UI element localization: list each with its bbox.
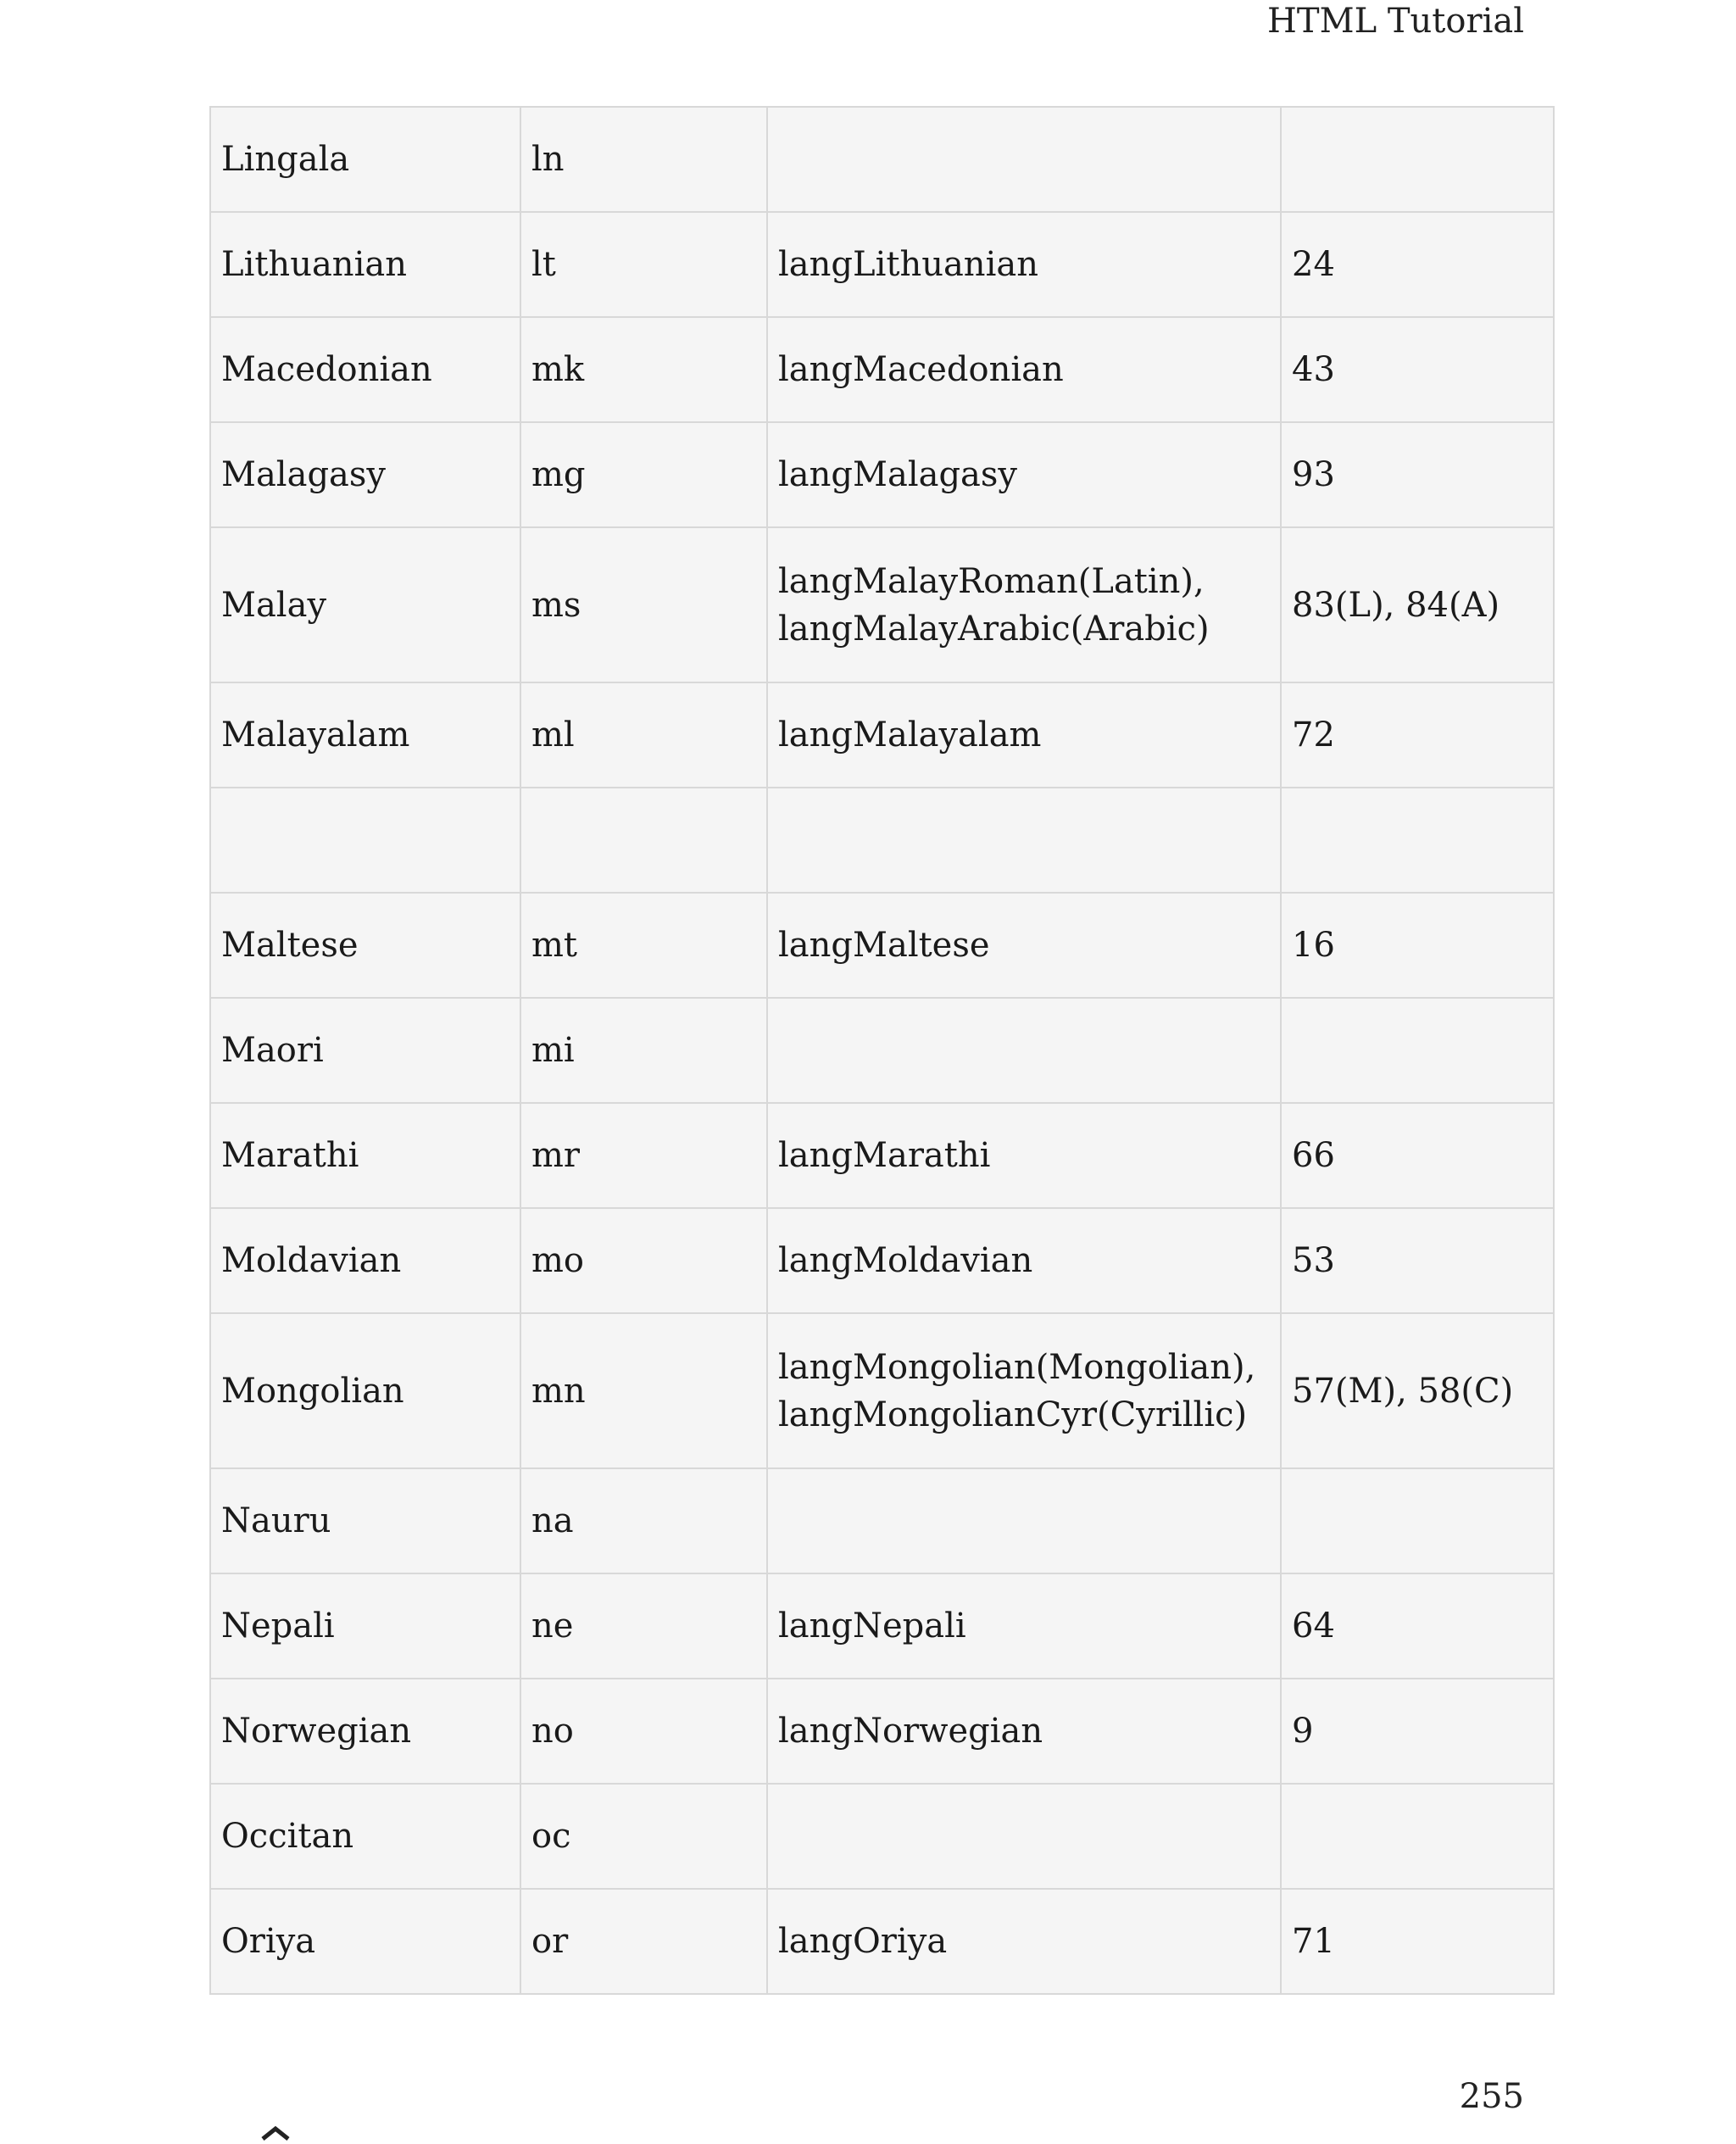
language-name-cell: Nauru — [210, 1468, 520, 1573]
language-name-cell: Mongolian — [210, 1313, 520, 1468]
language-name-cell: Occitan — [210, 1784, 520, 1889]
language-code-cell: ml — [520, 682, 767, 788]
language-name-cell: Marathi — [210, 1103, 520, 1208]
language-constant-cell — [767, 1313, 1281, 1468]
constant-line: langMongolianCyr(Cyrillic) — [778, 1395, 1248, 1434]
language-code-cell: mg — [520, 422, 767, 527]
language-number-cell: 71 — [1281, 1889, 1554, 1994]
language-name-cell: Moldavian — [210, 1208, 520, 1313]
language-name-cell: Macedonian — [210, 317, 520, 422]
table-row — [210, 893, 1554, 998]
language-code-cell: or — [520, 1889, 767, 1994]
language-code-cell — [520, 788, 767, 893]
language-code-cell: ln — [520, 107, 767, 212]
language-number-cell: 57(M), 58(C) — [1281, 1313, 1554, 1468]
language-code-cell: mo — [520, 1208, 767, 1313]
table-row — [210, 1573, 1554, 1679]
language-constant-cell: langMarathi — [767, 1103, 1281, 1208]
language-number-cell — [1281, 107, 1554, 212]
language-number-cell: 24 — [1281, 212, 1554, 317]
language-code-cell: oc — [520, 1784, 767, 1889]
running-header: HTML Tutorial — [1267, 2, 1524, 41]
table-row — [210, 1468, 1554, 1573]
language-code-cell: mk — [520, 317, 767, 422]
constant-line: langMalayRoman(Latin), — [778, 561, 1205, 601]
table-row — [210, 527, 1554, 682]
language-number-cell: 72 — [1281, 682, 1554, 788]
language-number-cell: 93 — [1281, 422, 1554, 527]
language-constant-cell: langMacedonian — [767, 317, 1281, 422]
language-constant-cell — [767, 788, 1281, 893]
table-row — [210, 107, 1554, 212]
constant-line: langMalayArabic(Arabic) — [778, 609, 1210, 649]
table-row — [210, 1679, 1554, 1784]
language-constant-cell: langLithuanian — [767, 212, 1281, 317]
language-number-cell: 83(L), 84(A) — [1281, 527, 1554, 682]
language-number-cell: 16 — [1281, 893, 1554, 998]
language-code-cell: mn — [520, 1313, 767, 1468]
language-name-cell: Lithuanian — [210, 212, 520, 317]
language-name-cell: Malagasy — [210, 422, 520, 527]
table-row — [210, 317, 1554, 422]
language-number-cell — [1281, 998, 1554, 1103]
table-row — [210, 1784, 1554, 1889]
table-row — [210, 1208, 1554, 1313]
language-name-cell: Malayalam — [210, 682, 520, 788]
language-code-cell: mr — [520, 1103, 767, 1208]
language-number-cell: 9 — [1281, 1679, 1554, 1784]
chevron-up-icon[interactable] — [254, 2124, 297, 2141]
language-constant-cell — [767, 998, 1281, 1103]
language-name-cell: Nepali — [210, 1573, 520, 1679]
language-name-cell: Lingala — [210, 107, 520, 212]
language-code-cell: no — [520, 1679, 767, 1784]
language-number-cell — [1281, 788, 1554, 893]
language-code-table — [209, 106, 1555, 1995]
table-row — [210, 1103, 1554, 1208]
language-code-cell: mt — [520, 893, 767, 998]
table-row — [210, 788, 1554, 893]
language-name-cell: Maori — [210, 998, 520, 1103]
language-name-cell: Maltese — [210, 893, 520, 998]
language-number-cell: 43 — [1281, 317, 1554, 422]
language-name-cell: Norwegian — [210, 1679, 520, 1784]
table-row — [210, 422, 1554, 527]
table-row — [210, 1313, 1554, 1468]
language-number-cell: 66 — [1281, 1103, 1554, 1208]
language-constant-cell — [767, 107, 1281, 212]
language-constant-cell: langMalagasy — [767, 422, 1281, 527]
language-code-cell: ms — [520, 527, 767, 682]
language-constant-cell — [767, 1784, 1281, 1889]
constant-line: langMongolian(Mongolian), — [778, 1347, 1256, 1387]
language-number-cell — [1281, 1468, 1554, 1573]
language-number-cell — [1281, 1784, 1554, 1889]
table-row — [210, 212, 1554, 317]
language-code-cell: lt — [520, 212, 767, 317]
language-constant-cell — [767, 527, 1281, 682]
language-constant-cell: langOriya — [767, 1889, 1281, 1994]
language-constant-cell — [767, 1468, 1281, 1573]
language-constant-cell: langMalayalam — [767, 682, 1281, 788]
language-name-cell: Oriya — [210, 1889, 520, 1994]
language-constant-cell: langMoldavian — [767, 1208, 1281, 1313]
table-row — [210, 682, 1554, 788]
language-code-cell: mi — [520, 998, 767, 1103]
page-number: 255 — [1459, 2077, 1524, 2116]
language-name-cell: Malay — [210, 527, 520, 682]
table-row — [210, 998, 1554, 1103]
language-code-cell: ne — [520, 1573, 767, 1679]
language-number-cell: 64 — [1281, 1573, 1554, 1679]
table-row — [210, 1889, 1554, 1994]
language-constant-cell: langNorwegian — [767, 1679, 1281, 1784]
language-code-cell: na — [520, 1468, 767, 1573]
language-constant-cell: langMaltese — [767, 893, 1281, 998]
language-name-cell — [210, 788, 520, 893]
language-number-cell: 53 — [1281, 1208, 1554, 1313]
language-constant-cell: langNepali — [767, 1573, 1281, 1679]
